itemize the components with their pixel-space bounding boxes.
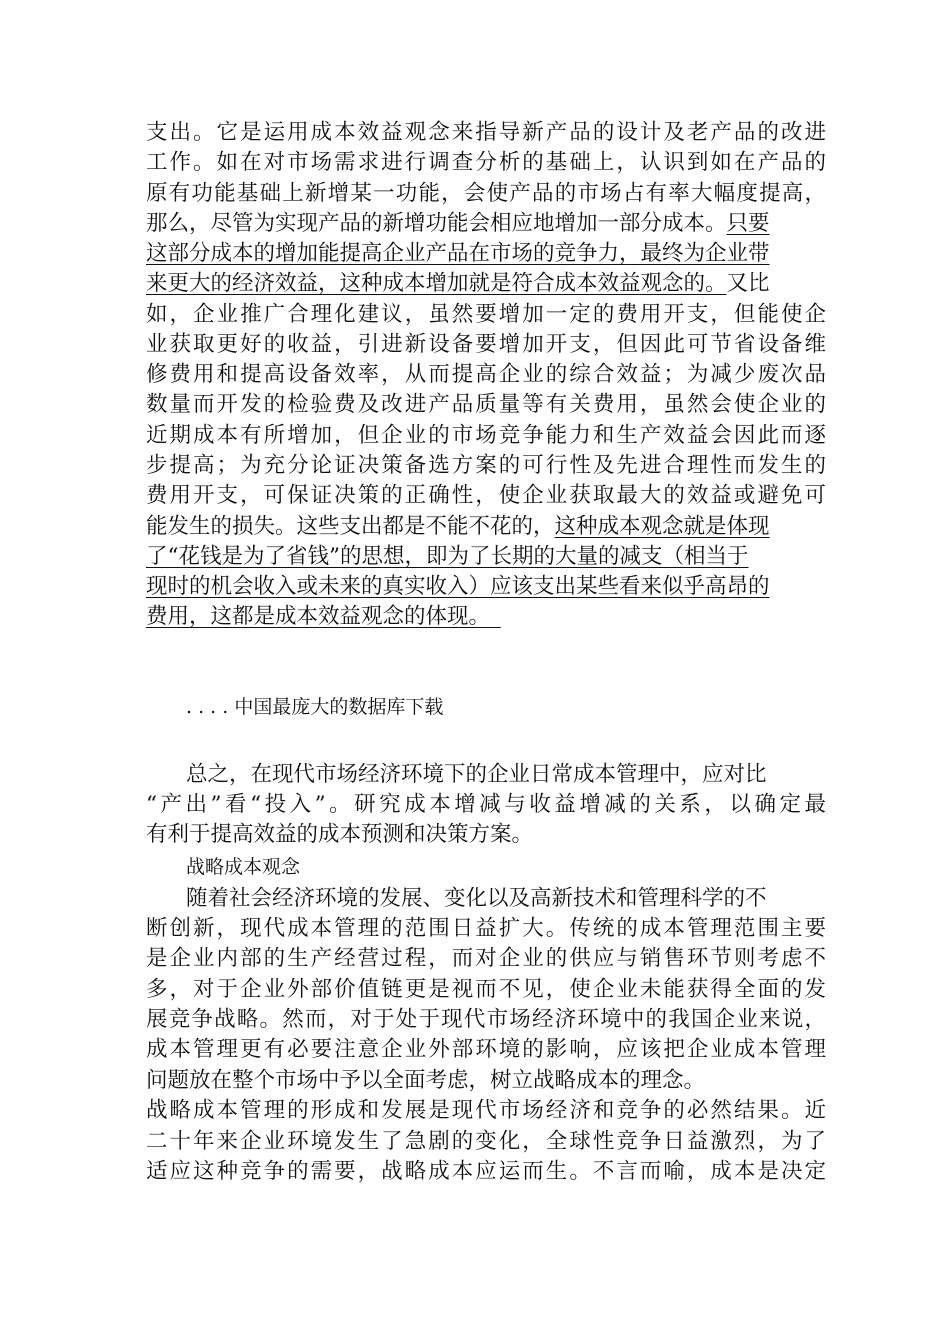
paragraph-line [146,239,826,269]
paragraph-line: 来更大的经济效益，这种成本增加就是符合成本效益观念的。又比 [146,271,770,296]
paragraph-line: 费用开支，可保证决策的正确性，使企业获取最大的效益或避免可 [146,483,826,508]
paragraph-line: 能发生的损失。这些支出都是不能不花的，这种成本观念就是体现 [146,514,770,539]
underlined-text: 费用，这都是成本效益观念的体现。 [146,604,501,629]
paragraph-line [146,572,826,602]
paragraph-line: 总之，在现代市场经济环境下的企业日常成本管理中，应对比 [186,762,767,787]
paragraph-line [146,542,826,572]
paragraph-line: 步提高；为充分论证决策备选方案的可行性及先进合理性而发生的 [146,453,826,478]
paragraph-line: 数量而开发的检验费及改进产品质量等有关费用，虽然会使企业的 [146,392,826,417]
paragraph-line: 修费用和提高设备效率，从而提高企业的综合效益；为减少废次品 [146,362,826,387]
paragraph-line: “产出”看“投入”。研究成本增减与收益增减的关系，以确定最 [146,792,826,817]
paragraph-line: 随着社会经济环境的发展、变化以及高新技术和管理科学的不 [186,886,767,911]
paragraph-line: 原有功能基础上新增某一功能，会使产品的市场占有率大幅度提高， [146,181,826,206]
paragraph-line: 那么，尽管为实现产品的新增功能会相应地增加一部分成本。只要 [146,211,770,236]
paragraph-line [146,602,826,632]
paragraph-line: 成本管理更有必要注意企业外部环境的影响，应该把企业成本管理 [146,1037,826,1062]
underlined-text: 这部分成本的增加能提高企业产品在市场的竞争力，最终为企业带 [146,241,770,266]
paragraph-line: 业获取更好的收益，引进新设备要增加开支，但因此可节省设备维 [146,332,826,357]
paragraph-line: 近期成本有所增加，但企业的市场竞争能力和生产效益会因此而逐 [146,423,826,448]
paragraph-line: 问题放在整个市场中予以全面考虑，树立战略成本的理念。 [146,1068,706,1093]
paragraph-line: 展竞争战略。然而，对于处于现代市场经济环境中的我国企业来说， [146,1007,826,1032]
paragraph-line: 是企业内部的生产经营过程，而对企业的供应与销售环节则考虑不 [146,946,826,971]
underlined-text: 来更大的经济效益，这种成本增加就是符合成本效益观念的。 [146,271,727,296]
underlined-text: 现时的机会收入或未来的真实收入）应该支出某些看来似乎高昂的 [146,574,770,599]
underlined-text: 只要 [726,211,770,236]
paragraph-line: 工作。如在对市场需求进行调查分析的基础上，认识到如在产品的 [146,150,826,175]
paragraph-line: 适应这种竞争的需要，战略成本应运而生。不言而喻，成本是决定 [146,1159,826,1184]
paragraph-line: 断创新，现代成本管理的范围日益扩大。传统的成本管理范围主要 [146,916,826,941]
paragraph-line: 如，企业推广合理化建议，虽然要增加一定的费用开支，但能使企 [146,302,826,327]
paragraph-line: 二十年来企业环境发生了急剧的变化，全球性竞争日益激烈，为了 [146,1129,826,1154]
underlined-text: 这种成本观念就是体现 [554,514,770,539]
paragraph-line: 多，对于企业外部价值链更是视而不见，使企业未能获得全面的发 [146,977,826,1002]
database-download-banner: . . . . 中国最庞大的数据库下载 [186,696,444,718]
paragraph-line: 有利于提高效益的成本预测和决策方案。 [146,822,534,847]
section-heading: 战略成本观念 [186,856,301,878]
paragraph-line: 支出。它是运用成本效益观念来指导新产品的设计及老产品的改进 [146,120,826,145]
paragraph-line: 战略成本管理的形成和发展是现代市场经济和竞争的必然结果。近 [146,1098,826,1123]
underlined-text: 了“花钱是为了省钱”的思想，即为了长期的大量的减支（相当于 [146,544,749,569]
